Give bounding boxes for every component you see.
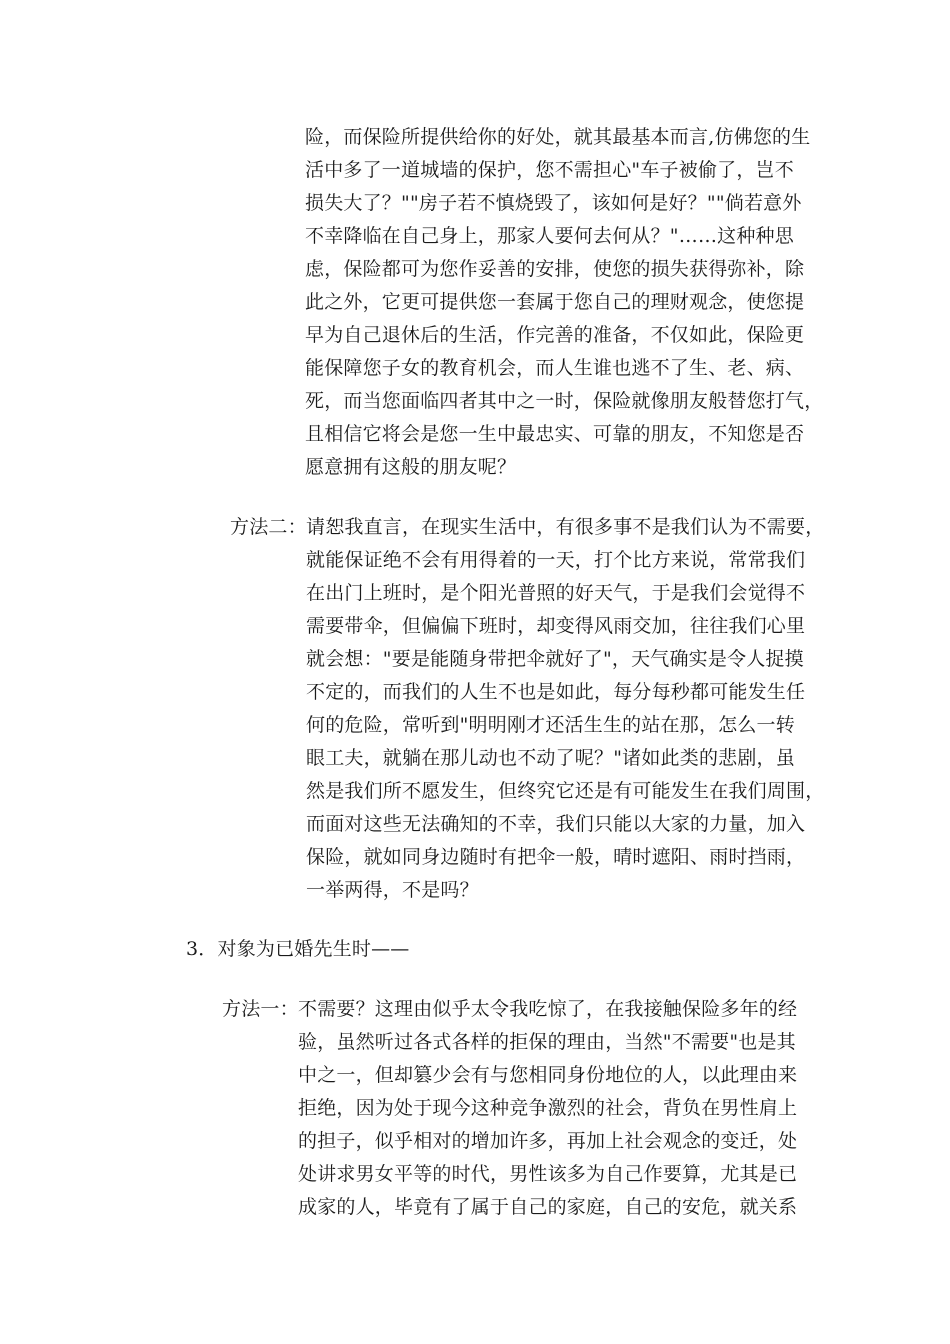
text-line: 一举两得，不是吗？ — [306, 879, 479, 901]
text-line: 损失大了？""房子若不慎烧毁了，该如何是好？""倘若意外 — [305, 192, 802, 214]
text-line: 的担子，似乎相对的增加许多，再加上社会观念的变迁，处 — [298, 1130, 798, 1152]
text-line: 险，而保险所提供给你的好处，就其最基本而言,仿佛您的生 — [305, 126, 811, 148]
text-line: 虑，保险都可为您作妥善的安排，使您的损失获得弥补，除 — [305, 258, 805, 280]
text-line: 早为自己退休后的生活，作完善的准备，不仅如此，保险更 — [305, 324, 805, 346]
text-line: 活中多了一道城墙的保护，您不需担心"车子被偷了，岂不 — [305, 159, 794, 181]
text-line: 验，虽然听过各式各样的拒保的理由，当然"不需要"也是其 — [298, 1031, 796, 1053]
text-line: 且相信它将会是您一生中最忠实、可靠的朋友，不知您是否 — [305, 423, 805, 445]
section-heading: 3．对象为已婚先生时—— — [186, 938, 410, 960]
text-line: 不需要？这理由似乎太令我吃惊了，在我接触保险多年的经 — [298, 998, 798, 1020]
text-line: 在出门上班时，是个阳光普照的好天气，于是我们会觉得不 — [306, 582, 806, 604]
text-line: 此之外，它更可提供您一套属于您自己的理财观念，使您提 — [305, 291, 805, 313]
text-line: 请恕我直言，在现实生活中，有很多事不是我们认为不需要， — [306, 516, 825, 538]
text-line: 何的危险，常听到"明明刚才还活生生的站在那，怎么一转 — [306, 714, 795, 736]
method-two-label: 方法二： — [230, 516, 307, 538]
text-line: 成家的人，毕竟有了属于自己的家庭，自己的安危，就关系 — [298, 1196, 798, 1218]
text-line: 不定的，而我们的人生不也是如此，每分每秒都可能发生任 — [306, 681, 806, 703]
text-line: 死，而当您面临四者其中之一时，保险就像朋友般替您打气， — [305, 390, 824, 412]
text-line: 就能保证绝不会有用得着的一天，打个比方来说，常常我们 — [306, 549, 806, 571]
text-line: 拒绝，因为处于现今这种竞争激烈的社会，背负在男性肩上 — [298, 1097, 798, 1119]
text-line: 愿意拥有这般的朋友呢？ — [305, 456, 517, 478]
text-line: 不幸降临在自己身上，那家人要何去何从？"……这种种思 — [305, 225, 794, 247]
text-line: 保险，就如同身边随时有把伞一般，晴时遮阳、雨时挡雨， — [306, 846, 806, 868]
text-line: 然是我们所不愿发生，但终究它还是有可能发生在我们周围， — [306, 780, 825, 802]
text-line: 处讲求男女平等的时代，男性该多为自己作要算，尤其是已 — [298, 1163, 798, 1185]
text-line: 就会想："要是能随身带把伞就好了"，天气确实是令人捉摸 — [306, 648, 804, 670]
method-one-label: 方法一： — [222, 998, 299, 1020]
text-line: 需要带伞，但偏偏下班时，却变得风雨交加，往往我们心里 — [306, 615, 806, 637]
text-line: 而面对这些无法确知的不幸，我们只能以大家的力量，加入 — [306, 813, 806, 835]
text-line: 眼工夫，就躺在那儿动也不动了呢？"诸如此类的悲剧，虽 — [306, 747, 795, 769]
text-line: 能保障您子女的教育机会，而人生谁也逃不了生、老、病、 — [305, 357, 805, 379]
text-line: 中之一，但却篡少会有与您相同身份地位的人，以此理由来 — [298, 1064, 798, 1086]
